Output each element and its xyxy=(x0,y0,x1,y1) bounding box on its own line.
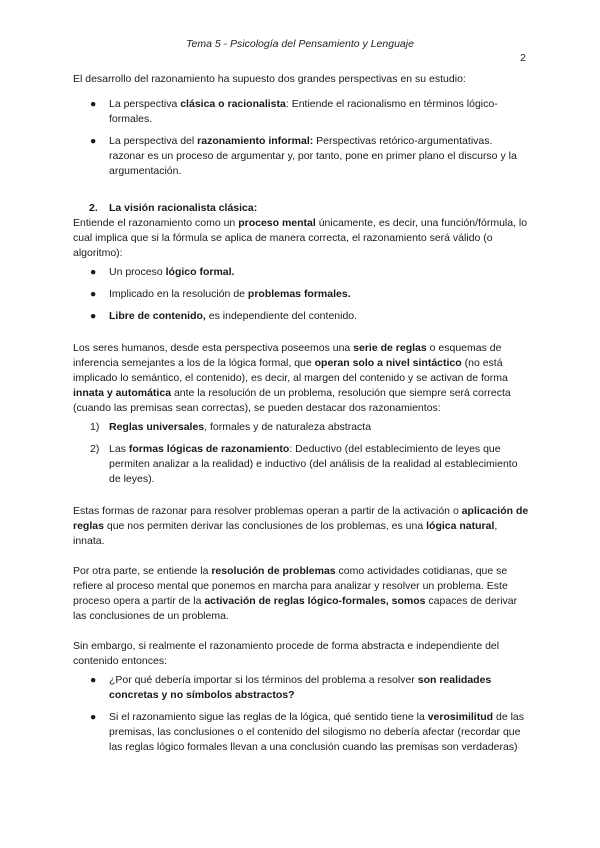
list-item: ● La perspectiva del razonamiento informal: Perspectivas retórico-argumentativas. razonar es un proceso de argumentar y, por tanto, pone en primer plano el discurso y la argumentación. xyxy=(90,135,517,177)
list-item: ● Si el razonamiento sigue las reglas de la lógica, qué sentido tiene la verosimilitud de las premisas, las conclusiones o el contenido del silogismo no debería afectar (recordar que las reglas lógico formales llevan a una conclusión cuando las premisas son verdaderas) xyxy=(90,711,524,753)
however-paragraph: Sin embargo, si realmente el razonamiento procede de forma abstracta e independiente del contenido entonces: xyxy=(73,640,500,667)
running-header: Tema 5 - Psicología del Pensamiento y Lenguaje xyxy=(186,38,414,50)
section-intro: Entiende el razonamiento como un proceso mental únicamente, es decir, una función/fórmula, lo cual implica que si la fórmula se aplica de manera correcta, el razonamiento será válido (o algoritmo): xyxy=(73,217,528,259)
forms-paragraph: Estas formas de razonar para resolver problemas operan a partir de la activación o aplicación de reglas que nos permiten derivar las conclusiones de los problemas, es una lógica natural, innata. xyxy=(73,505,529,547)
rational-traits-list xyxy=(73,265,529,324)
bullet-icon: ● xyxy=(90,98,97,110)
questions-list xyxy=(73,673,529,755)
bullet-icon: ● xyxy=(90,711,97,723)
list-item: 1) Reglas universales, formales y de naturaleza abstracta xyxy=(90,421,372,433)
page-number: 2 xyxy=(520,52,526,64)
intro-paragraph: El desarrollo del razonamiento ha supuesto dos grandes perspectivas en su estudio: xyxy=(73,73,466,85)
problems-paragraph: Por otra parte, se entiende la resolución de problemas como actividades cotidianas, que se refiere al proceso mental que ponemos en marcha para analizar y resolver un problema. Este proceso opera a partir de la activación de reglas lógico-formales, somos capaces de derivar las conclusiones de un problema. xyxy=(73,565,518,622)
bullet-icon: ● xyxy=(90,266,97,278)
humans-paragraph: Los seres humanos, desde esta perspectiva poseemos una serie de reglas o esquemas de inferencia semejantes a los de la lógica formal, que operan solo a nivel sintáctico (no está implicado lo semántico, el contenido), es decir, al margen del contenido y se activan de forma innata y automática ante la resolución de un problema, resolución que siempre será correcta (cuando las premisas sean correctas), se pueden destacar dos razonamientos: xyxy=(73,342,511,414)
list-item: ● Un proceso lógico formal. xyxy=(90,266,235,278)
section-heading: 2. La visión racionalista clásica: xyxy=(89,202,258,214)
list-item: ● Libre de contenido, es independiente del contenido. xyxy=(90,310,358,322)
reasonings-list xyxy=(73,420,529,487)
document-body xyxy=(73,72,529,762)
bullet-icon: ● xyxy=(90,135,97,147)
bullet-icon: ● xyxy=(90,310,97,322)
list-item: ● Implicado en la resolución de problemas formales. xyxy=(90,288,351,300)
perspectives-list xyxy=(73,97,529,179)
bullet-icon: ● xyxy=(90,288,97,300)
list-item: 2) Las formas lógicas de razonamiento: Deductivo (del establecimiento de leyes que permiten analizar a la realidad) e inductivo (del análisis de la realidad al establecimiento de leyes). xyxy=(90,443,518,485)
list-item: ● ¿Por qué debería importar si los términos del problema a resolver son realidades concretas y no símbolos abstractos? xyxy=(90,674,492,701)
bullet-icon: ● xyxy=(90,674,97,686)
list-item: ● La perspectiva clásica o racionalista: Entiende el racionalismo en términos lógico-formales. xyxy=(90,98,498,125)
